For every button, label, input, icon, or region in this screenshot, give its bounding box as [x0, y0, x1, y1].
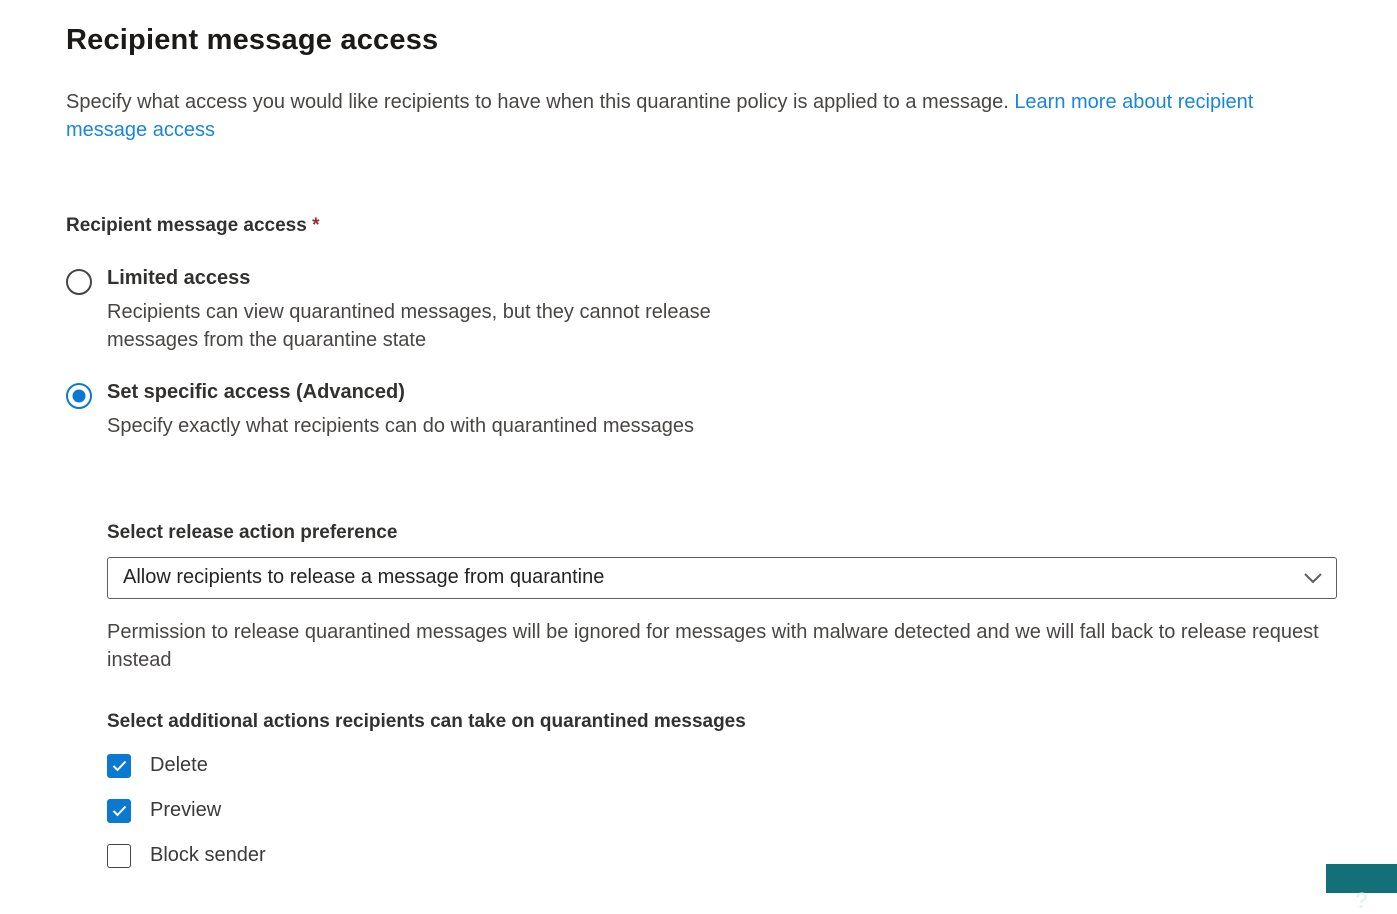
checkbox-row-delete[interactable] [107, 754, 1397, 778]
checkmark-icon [112, 760, 127, 772]
radio-button-limited-access[interactable] [66, 269, 92, 295]
required-asterisk: * [312, 214, 320, 236]
checkmark-icon [112, 805, 127, 817]
checkbox-label-block-sender[interactable]: Block sender [150, 844, 266, 867]
question-mark-icon: ? [1354, 888, 1369, 913]
advanced-access-section [107, 522, 1397, 868]
checkbox-preview[interactable] [107, 799, 131, 823]
radio-label-set-specific-access[interactable]: Set specific access (Advanced) [107, 380, 405, 403]
checkbox-delete[interactable] [107, 754, 131, 778]
release-action-label: Select release action preference [107, 521, 398, 543]
checkbox-label-preview[interactable]: Preview [150, 799, 222, 822]
checkbox-row-preview[interactable] [107, 799, 1397, 823]
radio-description-set-specific-access: Specify exactly what recipients can do with quarantined messages [107, 414, 694, 437]
checkbox-block-sender[interactable] [107, 844, 131, 868]
release-action-dropdown[interactable] [107, 557, 1337, 599]
radio-group-label: Recipient message access * [66, 214, 320, 236]
release-action-selected-value: Allow recipients to release a message from quarantine [123, 566, 605, 589]
release-action-help-text: Permission to release quarantined messages will be ignored for messages with malware detected and we will fall back to release request instead [107, 620, 1319, 672]
chevron-down-icon [1304, 572, 1322, 584]
radio-option-set-specific-access[interactable] [66, 381, 1397, 440]
learn-more-link[interactable]: Learn more about recipient message access [66, 91, 1254, 142]
radio-label-limited-access[interactable]: Limited access [107, 266, 251, 289]
radio-button-set-specific-access[interactable] [66, 383, 92, 409]
help-button[interactable] [1326, 864, 1397, 913]
checkbox-row-block-sender[interactable] [107, 844, 1397, 868]
page-description-text: Specify what access you would like recipients to have when this quarantine policy is applied to a message. [66, 91, 1015, 113]
checkbox-label-delete[interactable]: Delete [150, 754, 208, 777]
additional-actions-label: Select additional actions recipients can take on quarantined messages [107, 710, 746, 732]
radio-option-limited-access[interactable] [66, 267, 1397, 355]
page-description [66, 88, 1338, 145]
page-title: Recipient message access [66, 24, 439, 56]
radio-description-limited-access: Recipients can view quarantined messages, but they cannot release messages from the quarantine state [107, 300, 711, 352]
